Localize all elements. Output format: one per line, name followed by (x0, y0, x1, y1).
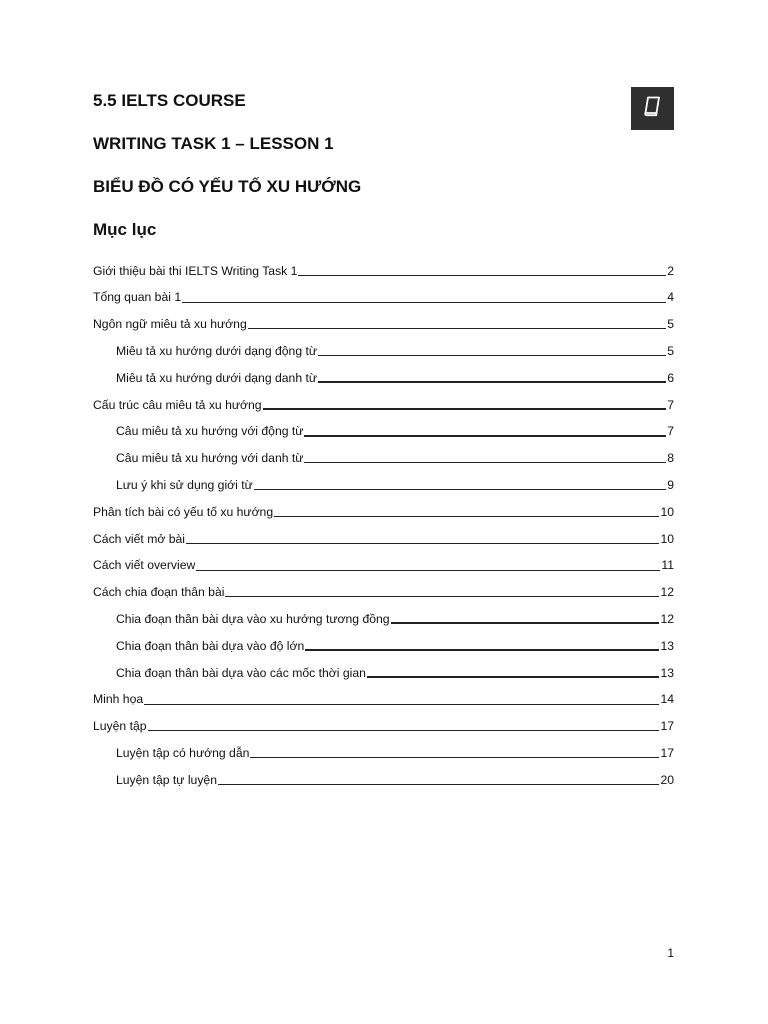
toc-entry-page: 20 (660, 772, 674, 787)
toc-entry-page: 4 (667, 290, 674, 305)
toc-leader-line (263, 408, 667, 410)
toc-entry[interactable] (93, 551, 674, 578)
toc-entry-page: 7 (667, 397, 674, 412)
toc-entry-text: Cấu trúc câu miêu tả xu hướng (93, 397, 262, 412)
toc-leader-line (318, 381, 666, 383)
toc-entry-page: 10 (660, 531, 674, 546)
toc-entry-text: Luyện tập (93, 719, 147, 734)
table-of-contents (93, 256, 674, 792)
toc-leader-line (250, 757, 659, 758)
toc-entry[interactable] (93, 256, 674, 283)
toc-entry-page: 17 (660, 745, 674, 760)
toc-entry-page: 6 (667, 370, 674, 385)
lesson-title: WRITING TASK 1 – LESSON 1 (93, 134, 334, 153)
toc-entry-text: Ngôn ngữ miêu tả xu hướng (93, 317, 247, 332)
toc-leader-line (182, 302, 666, 303)
toc-entry-page: 10 (660, 504, 674, 519)
toc-leader-line (254, 489, 666, 490)
toc-leader-line (304, 462, 666, 463)
toc-entry-text: Cách viết overview (93, 558, 196, 573)
toc-entry[interactable] (93, 712, 674, 739)
toc-leader-line (186, 543, 659, 544)
toc-entry-page: 2 (667, 263, 674, 278)
toc-leader-line (274, 516, 659, 517)
toc-leader-line (305, 649, 659, 651)
toc-entry-page: 9 (667, 477, 674, 492)
toc-entry[interactable] (93, 685, 674, 712)
toc-leader-line (298, 275, 666, 276)
toc-entry[interactable] (93, 363, 674, 390)
toc-entry[interactable] (93, 390, 674, 417)
toc-entry-page: 12 (660, 611, 674, 626)
toc-leader-line (318, 355, 666, 356)
course-title: 5.5 IELTS COURSE (93, 91, 246, 110)
toc-leader-line (248, 328, 667, 329)
toc-entry-text: Phân tích bài có yếu tố xu hướng (93, 504, 274, 519)
toc-entry-text: Cách viết mở bài (93, 531, 185, 546)
toc-entry-page: 12 (660, 585, 674, 600)
toc-entry-text: Giới thiệu bài thi IELTS Writing Task 1 (93, 263, 298, 278)
toc-leader-line (196, 570, 660, 571)
toc-entry-text: Chia đoạn thân bài dựa vào các mốc thời gian (116, 665, 366, 680)
book-icon-box (631, 87, 674, 130)
toc-entry-text: Minh họa (93, 692, 144, 707)
toc-leader-line (304, 435, 666, 437)
toc-entry-page: 5 (667, 343, 674, 358)
toc-entry-text: Luyện tập có hướng dẫn (116, 745, 250, 760)
toc-leader-line (148, 730, 660, 731)
toc-entry[interactable] (93, 417, 674, 444)
toc-entry-page: 17 (660, 719, 674, 734)
toc-entry-page: 7 (667, 424, 674, 439)
toc-entry[interactable] (93, 283, 674, 310)
toc-entry[interactable] (93, 470, 674, 497)
toc-entry[interactable] (93, 578, 674, 605)
page-number: 1 (667, 946, 674, 960)
toc-entry-text: Tổng quan bài 1 (93, 290, 182, 305)
toc-entry-text: Chia đoạn thân bài dựa vào xu hướng tương đồng (116, 611, 390, 626)
toc-entry-text: Luyện tập tự luyện (116, 772, 217, 787)
toc-entry-text: Miêu tả xu hướng dưới dạng danh từ (116, 370, 318, 385)
toc-entry[interactable] (93, 765, 674, 792)
toc-entry-page: 13 (660, 638, 674, 653)
toc-entry-page: 8 (667, 451, 674, 466)
toc-entry[interactable] (93, 497, 674, 524)
toc-entry-text: Chia đoạn thân bài dựa vào độ lớn (116, 638, 305, 653)
toc-entry[interactable] (93, 631, 674, 658)
toc-entry[interactable] (93, 444, 674, 471)
toc-entry[interactable] (93, 524, 674, 551)
toc-entry-text: Câu miêu tả xu hướng với động từ (116, 424, 304, 439)
toc-entry[interactable] (93, 738, 674, 765)
toc-entry-text: Lưu ý khi sử dụng giới từ (116, 477, 253, 492)
toc-entry-text: Cách chia đoạn thân bài (93, 585, 225, 600)
toc-entry-page: 5 (667, 317, 674, 332)
toc-title: Mục lục (93, 220, 157, 239)
toc-entry[interactable] (93, 336, 674, 363)
topic-title: BIỂU ĐỒ CÓ YẾU TỐ XU HƯỚNG (93, 177, 362, 196)
toc-leader-line (144, 704, 659, 705)
toc-entry[interactable] (93, 604, 674, 631)
toc-entry-page: 13 (660, 665, 674, 680)
toc-leader-line (218, 784, 659, 785)
toc-leader-line (391, 622, 660, 624)
toc-entry-text: Câu miêu tả xu hướng với danh từ (116, 451, 304, 466)
toc-entry[interactable] (93, 658, 674, 685)
toc-entry-page: 14 (660, 692, 674, 707)
toc-leader-line (225, 596, 659, 597)
toc-entry-text: Miêu tả xu hướng dưới dạng động từ (116, 343, 318, 358)
toc-leader-line (367, 676, 660, 678)
book-icon (641, 94, 665, 123)
toc-entry-page: 11 (661, 558, 674, 573)
toc-entry[interactable] (93, 310, 674, 337)
